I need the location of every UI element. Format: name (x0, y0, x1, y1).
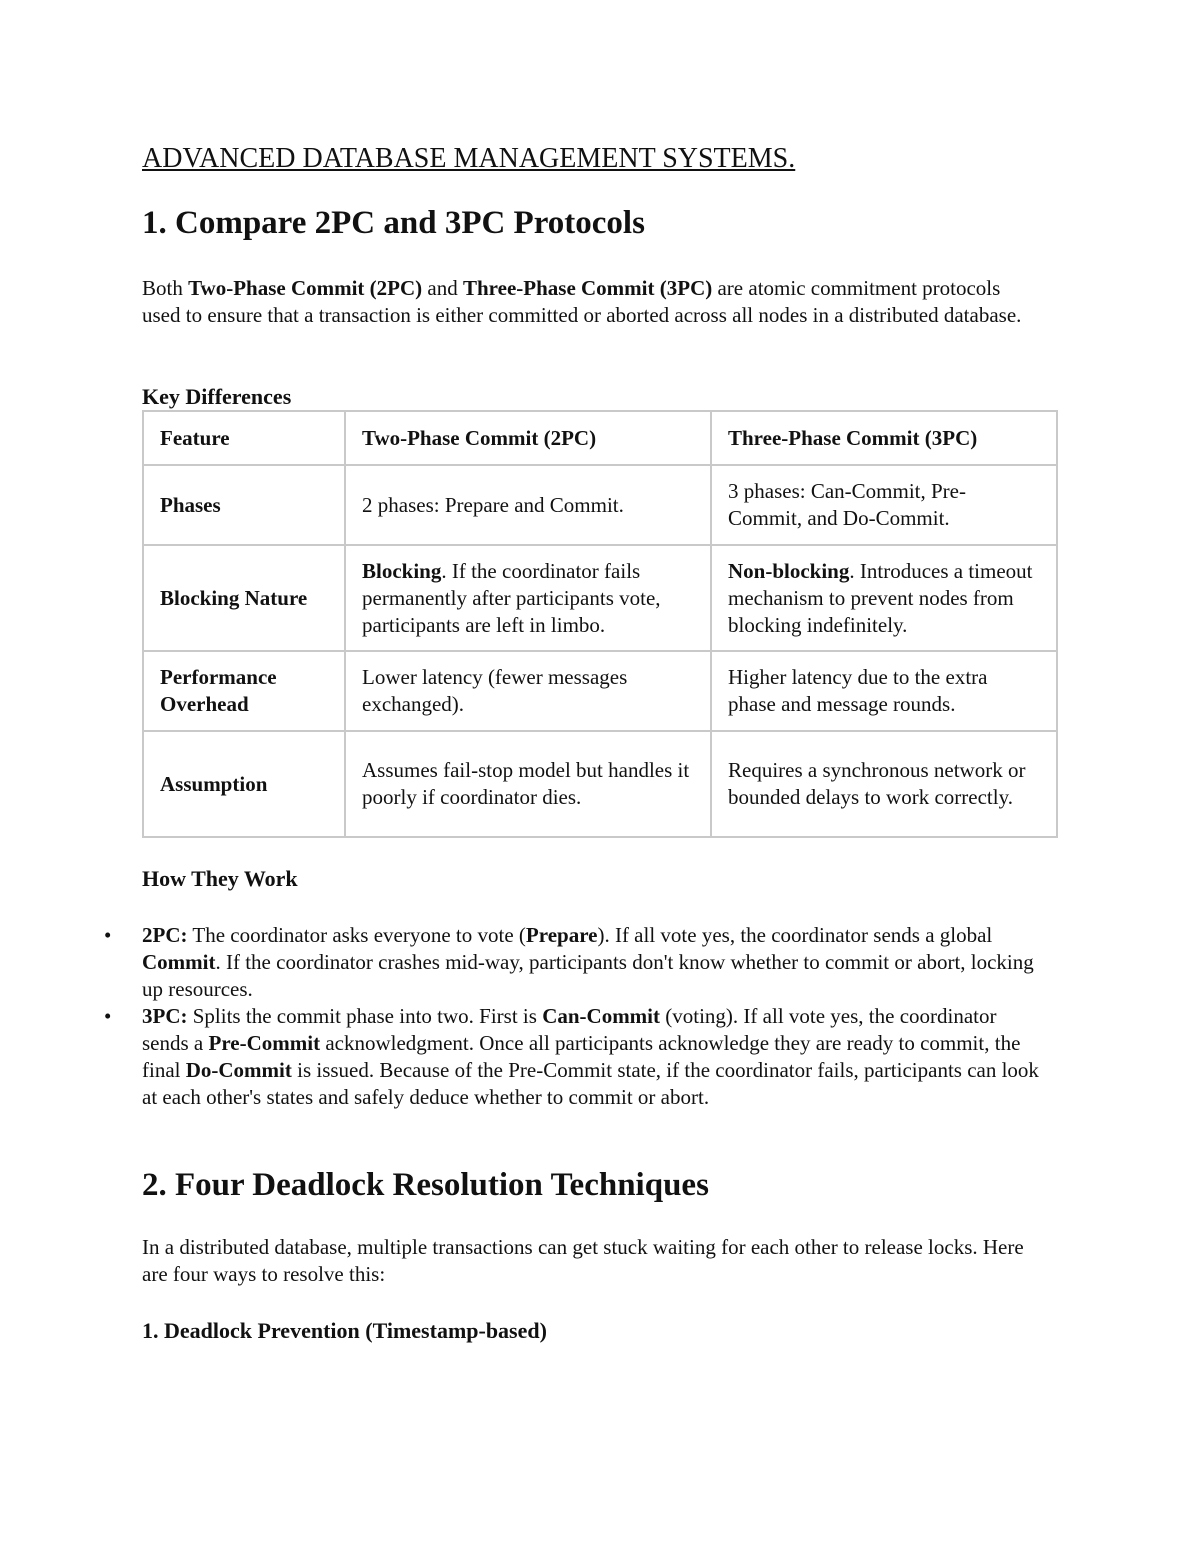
table-cell-3pc: Requires a synchronous network or bounded delays to work correctly. (711, 731, 1057, 837)
table-row (143, 545, 1057, 651)
table-cell-3pc: 3 phases: Can-Commit, Pre-Commit, and Do-Commit. (711, 465, 1057, 545)
how-they-work-heading: How They Work (142, 866, 298, 891)
section-1-intro: Both Two-Phase Commit (2PC) and Three-Phase Commit (3PC) are atomic commitment protocols used to ensure that a transaction is either committed or aborted across all nodes in a distributed database. (142, 276, 1022, 327)
table-cell-3pc: Higher latency due to the extra phase and message rounds. (711, 651, 1057, 731)
deadlock-prevention-heading: 1. Deadlock Prevention (Timestamp-based) (142, 1318, 547, 1343)
table-row (143, 651, 1057, 731)
key-differences-table (142, 410, 1058, 838)
bullet-icon: • (104, 1004, 112, 1028)
table-cell-3pc: Non-blocking. Introduces a timeout mechanism to prevent nodes from blocking indefinitely. (711, 545, 1057, 651)
section-2-heading: 2. Four Deadlock Resolution Techniques (142, 1167, 709, 1203)
key-differences-heading: Key Differences (142, 384, 292, 409)
table-cell-feature: Blocking Nature (143, 545, 345, 651)
table-cell-feature: Performance Overhead (143, 651, 345, 731)
bullet-icon: • (104, 923, 112, 947)
how-they-work-list (104, 922, 1042, 1111)
list-item: • 3PC: Splits the commit phase into two. First is Can-Commit (voting). If all vote yes, the coordinator sends a Pre-Commit acknowledgment. Once all participants acknowledge they are ready to commit, the final Do-Commit is issued. Because of the Pre-Commit state, if the coordinator fails, participants can look at each other's states and safely deduce whether to commit or abort. (104, 1004, 1039, 1109)
table-header-cell: Two-Phase Commit (2PC) (345, 411, 711, 465)
section-1-heading: 1. Compare 2PC and 3PC Protocols (142, 205, 645, 241)
section-2-intro: In a distributed database, multiple transactions can get stuck waiting for each other to release locks. Here are four ways to resolve this: (142, 1235, 1024, 1286)
table-cell-2pc: Lower latency (fewer messages exchanged). (345, 651, 711, 731)
table-row (143, 465, 1057, 545)
table-header-row (143, 411, 1057, 465)
table-cell-feature: Phases (143, 465, 345, 545)
table-row (143, 731, 1057, 837)
table-header-cell: Feature (143, 411, 345, 465)
table-cell-2pc: Blocking. If the coordinator fails permanently after participants vote, participants are left in limbo. (345, 545, 711, 651)
table-header-cell: Three-Phase Commit (3PC) (711, 411, 1057, 465)
table-cell-2pc: 2 phases: Prepare and Commit. (345, 465, 711, 545)
list-item: • 2PC: The coordinator asks everyone to vote (Prepare). If all vote yes, the coordinator sends a global Commit. If the coordinator crashes mid-way, participants don't know whether to commit or abort, locking up resources. (104, 923, 1034, 1001)
table-cell-2pc: Assumes fail-stop model but handles it poorly if coordinator dies. (345, 731, 711, 837)
table-cell-feature: Assumption (143, 731, 345, 837)
document-title: ADVANCED DATABASE MANAGEMENT SYSTEMS. (142, 143, 796, 174)
